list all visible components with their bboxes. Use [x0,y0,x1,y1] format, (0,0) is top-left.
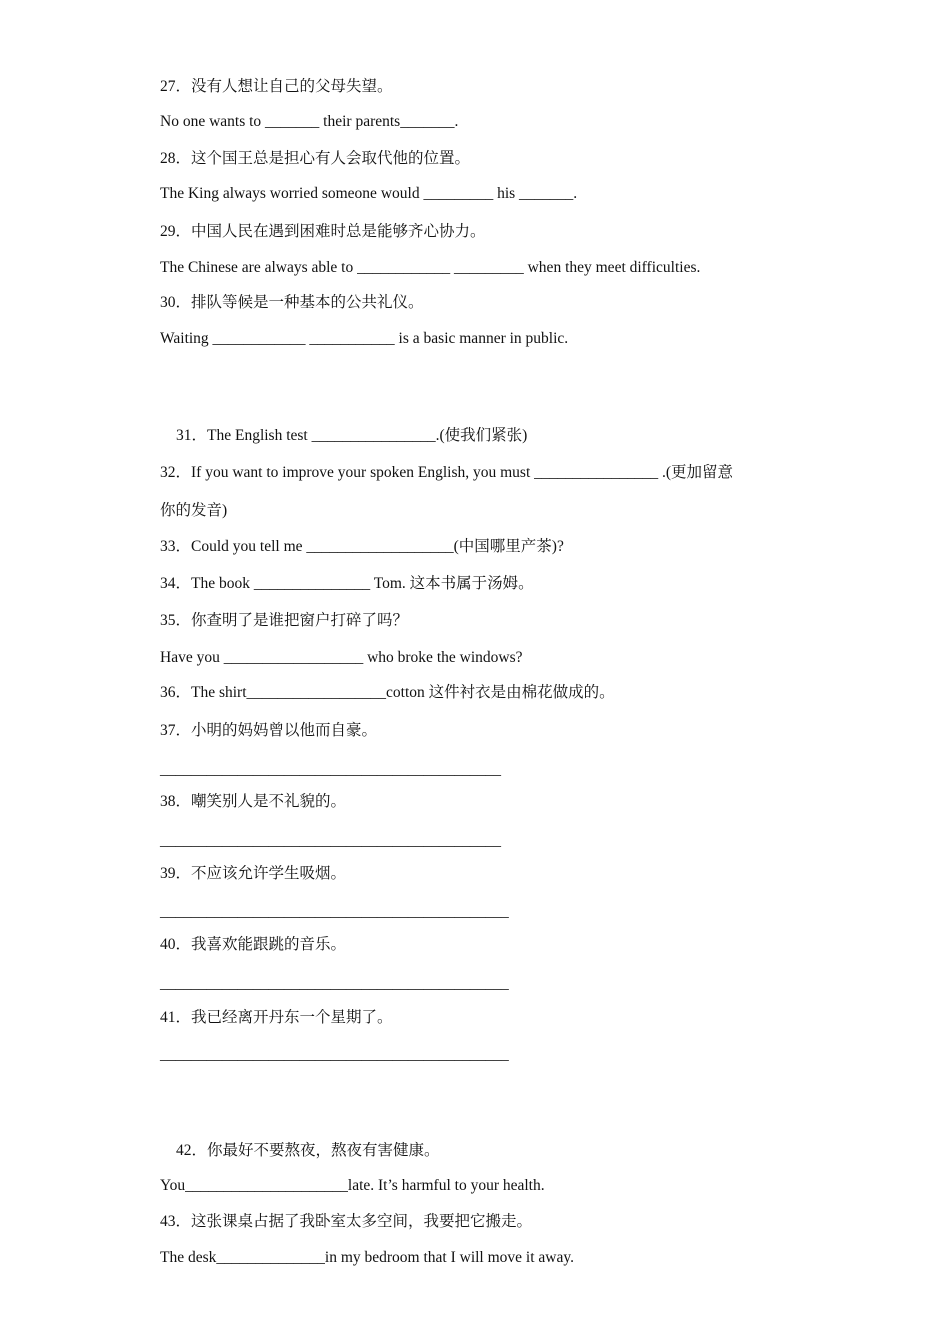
question-39-prompt: 39．不应该允许学生吸烟。 [160,865,347,882]
question-33: 33．Could you tell me ___________________(中国哪里产茶)? [160,538,564,555]
question-40-answer-line: _____________________________________________ [160,975,509,992]
question-28-sentence: The King always worried someone would _________ his _______. [160,185,578,202]
question-41-prompt: 41．我已经离开丹东一个星期了。 [160,1009,393,1026]
question-29-prompt: 29．中国人民在遇到困难时总是能够齐心协力。 [160,223,486,240]
question-39-answer-line: _____________________________________________ [160,903,509,920]
question-29-sentence: The Chinese are always able to ____________ _________ when they meet difficulties. [160,259,701,276]
question-30-prompt: 30．排队等候是一种基本的公共礼仪。 [160,294,424,311]
question-32: 32．If you want to improve your spoken English, you must ________________ .(更加留意 [160,464,734,481]
question-36: 36．The shirt__________________cotton 这件衬衣是由棉花做成的。 [160,684,615,701]
question-37-answer-line: ____________________________________________ [160,761,501,778]
question-43-sentence: The desk______________in my bedroom that I will move it away. [160,1249,574,1266]
question-40-prompt: 40．我喜欢能跟跳的音乐。 [160,936,347,953]
question-38-prompt: 38．嘲笑别人是不礼貌的。 [160,793,347,810]
question-35-sentence: Have you __________________ who broke the windows? [160,649,523,666]
question-31: 31．The English test ________________.(使我们紧张) [176,427,528,444]
question-42-prompt: 42．你最好不要熬夜，熬夜有害健康。 [176,1142,440,1159]
question-28-prompt: 28．这个国王总是担心有人会取代他的位置。 [160,150,471,167]
question-30-sentence: Waiting ____________ ___________ is a basic manner in public. [160,330,569,347]
question-43-prompt: 43．这张课桌占据了我卧室太多空间，我要把它搬走。 [160,1213,533,1230]
question-35-prompt: 35．你查明了是谁把窗户打碎了吗？ [160,612,409,629]
question-42-sentence: You_____________________late. It’s harmful to your health. [160,1177,545,1194]
question-32-continued: 你的发音) [160,502,228,519]
question-37-prompt: 37．小明的妈妈曾以他而自豪。 [160,722,378,739]
question-27-prompt: 27．没有人想让自己的父母失望。 [160,78,393,95]
question-34: 34．The book _______________ Tom. 这本书属于汤姆。 [160,575,534,592]
question-41-answer-line: _____________________________________________ [160,1046,509,1063]
question-27-sentence: No one wants to _______ their parents_______. [160,113,459,130]
question-38-answer-line: ____________________________________________ [160,832,501,849]
